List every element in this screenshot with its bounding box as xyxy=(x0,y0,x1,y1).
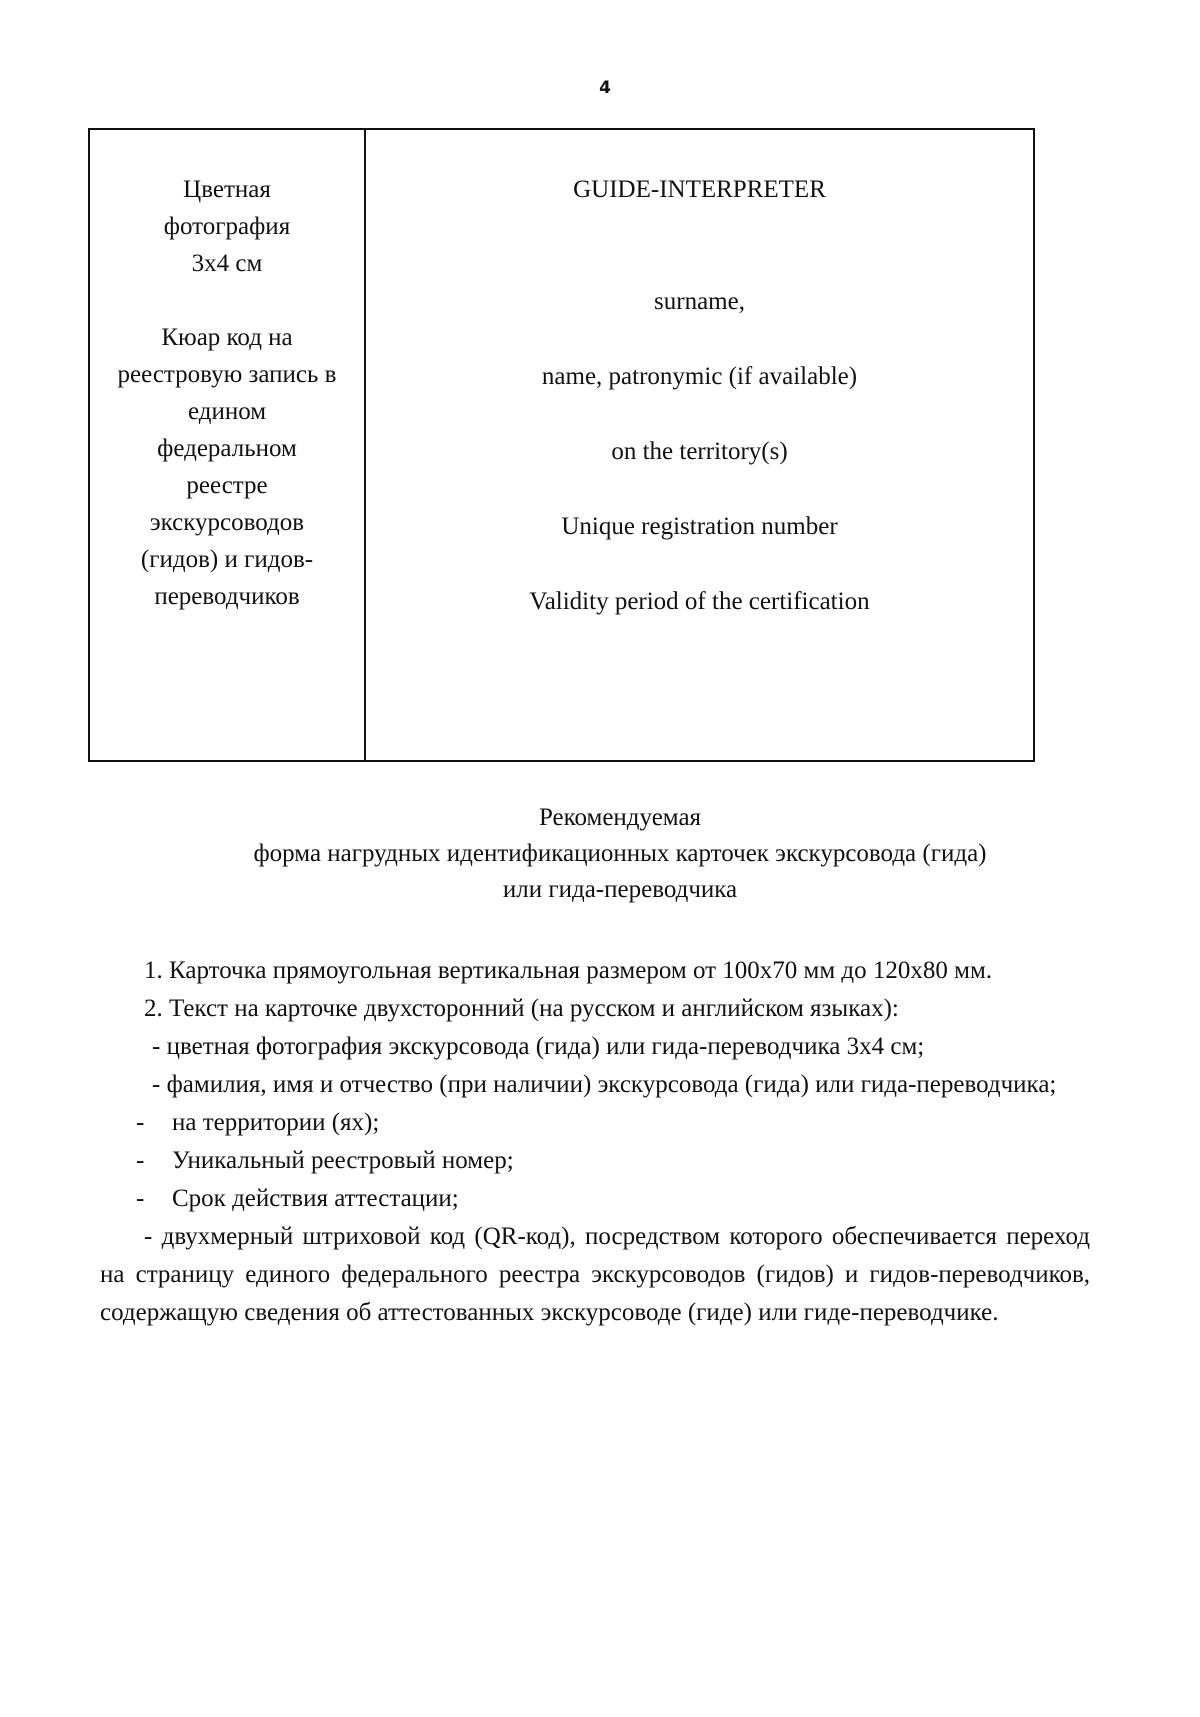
requirement-sub-registration xyxy=(100,1142,1090,1180)
badge-fields-cell xyxy=(366,130,1033,760)
caption-line: форма нагрудных идентификационных карточек экскурсовода (гида) xyxy=(253,840,987,867)
caption-line: или гида-переводчика xyxy=(502,876,738,903)
requirement-sub-text: на территории (ях); xyxy=(172,1109,380,1136)
requirement-sub-text: Уникальный реестровый номер; xyxy=(172,1147,514,1174)
qr-line: переводчиков xyxy=(154,583,300,610)
photo-line: фотография xyxy=(163,213,291,240)
photo-placeholder-text xyxy=(90,171,364,282)
qr-line: (гидов) и гидов- xyxy=(140,546,314,573)
registration-number-field: Unique registration number xyxy=(561,513,838,540)
qr-line: едином xyxy=(187,398,267,425)
requirement-sub-validity xyxy=(100,1180,1090,1218)
qr-line: реестровую запись в xyxy=(117,361,337,388)
requirement-sub-territory xyxy=(100,1104,1090,1142)
requirement-sub-photo: - цветная фотография экскурсовода (гида) или гида-переводчика 3х4 см; xyxy=(152,1033,925,1060)
photo-line: Цветная xyxy=(183,176,271,203)
caption-line: Рекомендуемая xyxy=(538,804,702,831)
requirement-item-1: 1. Карточка прямоугольная вертикальная размером от 100х70 мм до 120х80 мм. xyxy=(144,957,993,984)
requirement-item-2: 2. Текст на карточке двухсторонний (на русском и английском языках): xyxy=(144,995,899,1022)
page-number: 4 xyxy=(599,78,611,98)
surname-field: surname, xyxy=(654,288,745,315)
qr-line: экскурсоводов xyxy=(149,509,305,536)
requirement-sub-qr: - двухмерный штриховой код (QR-код), посредством которого обеспечивается переход на страницу единого федерального реестра экскурсоводов (гидов) и гидов-переводчиков, содержащую сведения об аттестованных экскурсоводе (гиде) или гиде-переводчике. xyxy=(100,1223,1090,1326)
validity-period-field: Validity period of the certification xyxy=(529,588,870,615)
badge-title: GUIDE-INTERPRETER xyxy=(573,176,826,203)
photo-qr-cell xyxy=(90,130,366,760)
photo-line: 3х4 см xyxy=(191,250,263,277)
qr-line: реестре xyxy=(186,472,268,499)
name-field: name, patronymic (if available) xyxy=(541,363,858,390)
requirement-sub-text: Срок действия аттестации; xyxy=(172,1185,459,1212)
qr-code-placeholder-text xyxy=(90,319,364,615)
territory-field: on the territory(s) xyxy=(611,438,788,465)
dash-marker: - xyxy=(136,1147,145,1174)
qr-line: федеральном xyxy=(157,435,297,462)
requirement-sub-name: - фамилия, имя и отчество (при наличии) экскурсовода (гида) или гида-переводчика; xyxy=(152,1071,1057,1098)
qr-line: Кюар код на xyxy=(161,324,293,351)
badge-template-table xyxy=(88,128,1035,762)
dash-marker: - xyxy=(136,1109,145,1136)
form-caption xyxy=(140,800,1100,908)
dash-marker: - xyxy=(136,1185,145,1212)
requirements-text xyxy=(100,952,1090,1332)
